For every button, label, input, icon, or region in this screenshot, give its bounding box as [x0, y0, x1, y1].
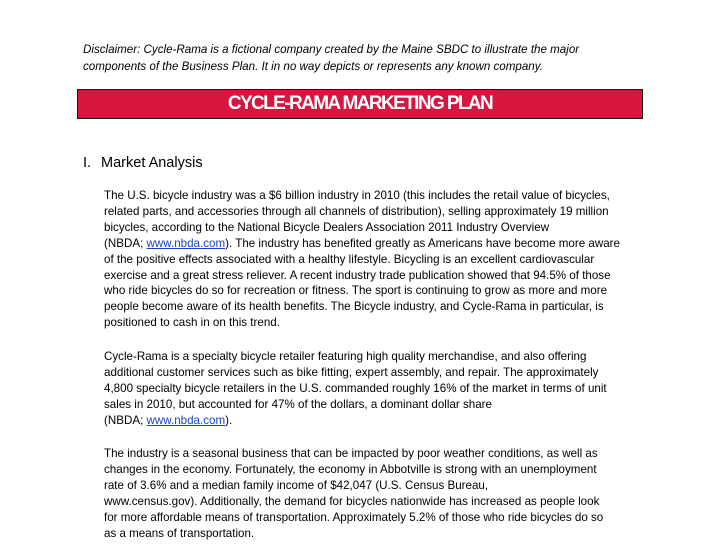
paragraph-line: sales in 2010, but accounted for 47% of the dollars, a dominant dollar share [104, 397, 492, 411]
nbda-link[interactable]: www.nbda.com [146, 236, 226, 250]
paragraph-line [104, 236, 644, 252]
citation-suffix: ). The industry has benefited greatly as Americans have become more aware [225, 236, 620, 250]
paragraph-line: www.census.gov). Additionally, the demand for bicycles nationwide has increased as people look [104, 494, 600, 508]
citation-suffix: ). [225, 413, 233, 427]
paragraph-line: The U.S. bicycle industry was a $6 billion industry in 2010 (this includes the retail value of bicycles, [104, 189, 610, 202]
paragraph-line: rate of 3.6% and a median family income of $42,047 (U.S. Census Bureau, [104, 478, 489, 492]
title-banner [77, 89, 643, 119]
document-title: CYCLE-RAMA MARKETING PLAN [227, 93, 493, 114]
paragraph-line: exercise and a great stress reliever. A recent industry trade publication showed that 94.5% of those [104, 268, 611, 282]
paragraph-line: people become aware of its health benefits. The Bicycle industry, and Cycle-Rama in particular, is [104, 300, 604, 314]
citation-prefix: (NBDA; [104, 236, 147, 250]
paragraph-line: The industry is a seasonal business that can be impacted by poor weather conditions, as well as [104, 447, 598, 460]
paragraph-line: for more affordable means of transportation. Approximately 5.2% of those who ride bicycles do so [104, 510, 604, 524]
paragraph-line: who ride bicycles do so for recreation or fitness. The sport is continuing to grow as more and more [104, 284, 608, 298]
paragraph-seasonality [104, 446, 644, 541]
disclaimer-line: components of the Business Plan. It in no way depicts or represents any known company. [83, 59, 543, 73]
paragraph-line: changes in the economy. Fortunately, the economy in Abbotville is strong with an unemployment [104, 462, 597, 476]
paragraph-line: bicycles, according to the National Bicycle Dealers Association 2011 Industry Overview [104, 220, 550, 234]
paragraph-line [104, 413, 644, 429]
paragraph-line: related parts, and accessories through all channels of distribution), selling approximately 19 million [104, 204, 609, 218]
paragraph-line: Cycle-Rama is a specialty bicycle retailer featuring high quality merchandise, and also offering [104, 350, 587, 363]
nbda-link[interactable]: www.nbda.com [146, 413, 226, 427]
paragraph-line: as a means of transportation. [104, 526, 255, 540]
paragraph-line: additional customer services such as bike fitting, expert assembly, and repair. The approximately [104, 365, 599, 379]
paragraph-line: of the positive effects associated with a healthy lifestyle. Bicycling is an excellent cardiovascular [104, 252, 595, 266]
section-heading [83, 154, 203, 172]
section-title: Market Analysis [101, 155, 203, 171]
paragraph-line: positioned to cash in on this trend. [104, 316, 280, 330]
paragraph-line: 4,800 specialty bicycle retailers in the U.S. commanded roughly 16% of the market in terms of unit [104, 381, 607, 395]
paragraph-industry-overview [104, 188, 644, 331]
disclaimer [83, 42, 643, 75]
citation-prefix: (NBDA; [104, 413, 147, 427]
disclaimer-line: Disclaimer: Cycle-Rama is a fictional company created by the Maine SBDC to illustrate the major [83, 43, 580, 56]
paragraph-company-profile [104, 349, 644, 429]
section-number: I. [83, 155, 92, 171]
